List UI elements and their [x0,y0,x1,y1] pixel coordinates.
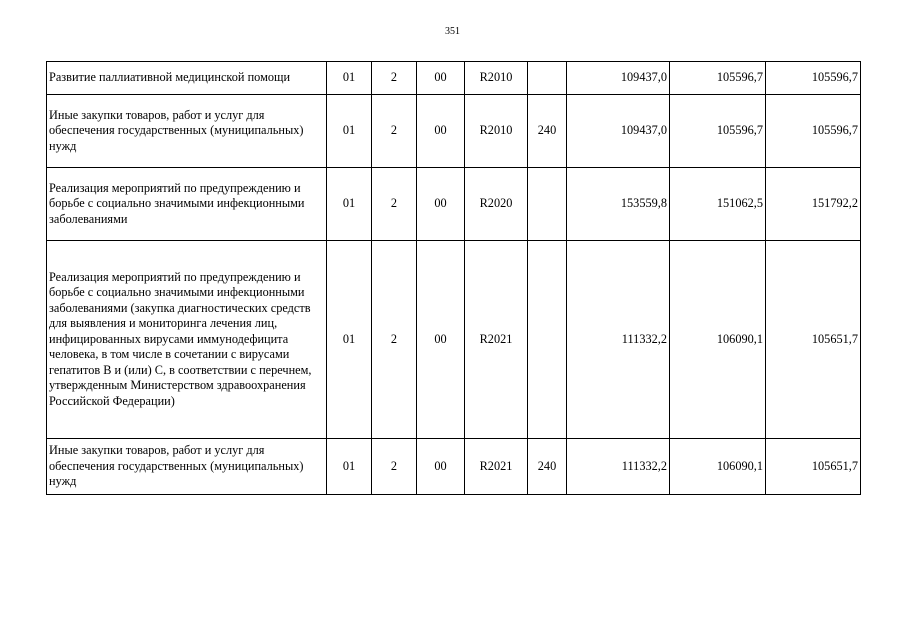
row-value-3: 105596,7 [766,62,861,95]
row-code-1: 01 [327,168,372,241]
row-code-4: R2010 [465,95,528,168]
row-value-2: 105596,7 [670,95,766,168]
row-code-4: R2021 [465,439,528,495]
row-code-2: 2 [372,168,417,241]
row-code-4: R2010 [465,62,528,95]
row-value-1: 111332,2 [567,241,670,439]
row-code-5 [528,62,567,95]
row-value-3: 105651,7 [766,241,861,439]
row-code-5 [528,241,567,439]
row-code-1: 01 [327,241,372,439]
row-description: Реализация мероприятий по предупреждению и борьбе с социально значимыми инфекционными заболеваниями (закупка диагностических средств для выявления и мониторинга лечения лиц, инфицированных вирусами иммунодефицита человека, в том числе в сочетании с вирусами гепатитов В и (или) С, в соответствии с перечнем, утвержденным Министерством здравоохранения Российской Федерации) [47,241,327,439]
row-value-1: 111332,2 [567,439,670,495]
row-value-1: 109437,0 [567,95,670,168]
row-value-3: 105596,7 [766,95,861,168]
row-code-1: 01 [327,62,372,95]
row-code-1: 01 [327,439,372,495]
row-code-3: 00 [417,168,465,241]
row-value-1: 109437,0 [567,62,670,95]
row-code-3: 00 [417,241,465,439]
row-value-3: 105651,7 [766,439,861,495]
table-row [47,95,861,168]
row-code-3: 00 [417,62,465,95]
row-value-1: 153559,8 [567,168,670,241]
row-description: Иные закупки товаров, работ и услуг для обеспечения государственных (муниципальных) нужд [47,439,327,495]
row-code-3: 00 [417,95,465,168]
page-number: 351 [445,26,460,37]
table-row [47,62,861,95]
row-code-5: 240 [528,439,567,495]
row-code-4: R2021 [465,241,528,439]
row-description: Реализация мероприятий по предупреждению и борьбе с социально значимыми инфекционными заболеваниями [47,168,327,241]
row-value-2: 106090,1 [670,241,766,439]
row-description: Иные закупки товаров, работ и услуг для обеспечения государственных (муниципальных) нужд [47,95,327,168]
row-value-2: 151062,5 [670,168,766,241]
row-code-5: 240 [528,95,567,168]
row-value-2: 106090,1 [670,439,766,495]
row-code-2: 2 [372,62,417,95]
row-code-1: 01 [327,95,372,168]
row-code-4: R2020 [465,168,528,241]
budget-table [46,61,861,495]
row-code-2: 2 [372,439,417,495]
row-code-2: 2 [372,241,417,439]
row-code-3: 00 [417,439,465,495]
row-description: Развитие паллиативной медицинской помощи [47,62,327,95]
row-code-2: 2 [372,95,417,168]
table-row [47,168,861,241]
row-value-3: 151792,2 [766,168,861,241]
row-code-5 [528,168,567,241]
table-row [47,241,861,439]
row-value-2: 105596,7 [670,62,766,95]
table-row [47,439,861,495]
